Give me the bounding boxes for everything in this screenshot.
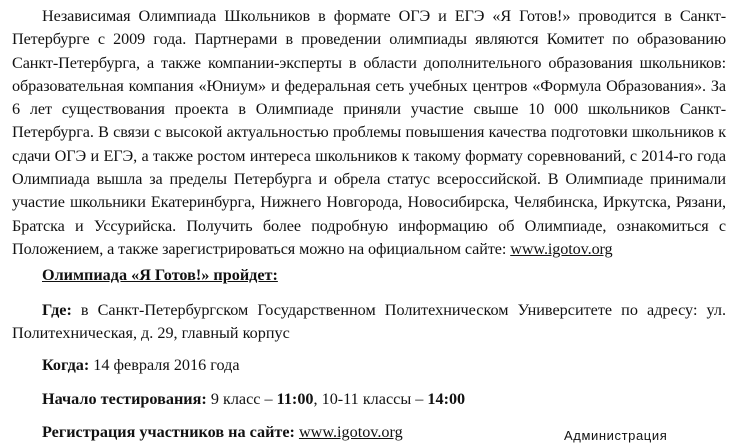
start-grade10-11-time: 14:00 [427, 390, 466, 408]
registration-website-link[interactable]: www.igotov.org [298, 423, 403, 441]
start-time-line [42, 388, 465, 411]
venue-label: Где: [42, 301, 72, 319]
start-grade10-11-text: , 10-11 классы – [313, 390, 428, 408]
registration-line [42, 421, 403, 444]
date-text: 14 февраля 2016 года [89, 356, 240, 374]
start-time-label: Начало тестирования: [42, 390, 207, 408]
date-line [42, 354, 240, 377]
start-grade9-text: 9 класс – [206, 390, 277, 408]
intro-paragraph [12, 5, 726, 261]
venue-text: в Санкт-Петербургском Государственном Политехническом Университете по адресу: ул. Политехническая, д. 29, главный корпус [12, 301, 726, 343]
venue-paragraph [12, 299, 726, 346]
intro-text: Независимая Олимпиада Школьников в формате ОГЭ и ЕГЭ «Я Готов!» проводится в Санкт-Петербурге с 2009 года. Партнерами в проведении олимпиады являются Комитет по образованию Санкт-Петербурга, а также компании-эксперты в области дополнительного образования школьников: образовательная компания «Юниум» и федеральная сеть учебных центров «Формула Образования». За 6 лет существования проекта в Олимпиаде приняли участие свыше 10 000 школьников Санкт-Петербурга. В связи с высокой актуальностью проблемы повышения качества подготовки школьников к сдачи ОГЭ и ЕГЭ, а также ростом интереса школьников к такому формату соревнований, с 2014-го года Олимпиада вышла за пределы Петербурга и обрела статус всероссийской. В Олимпиаде принимали участие школьники Екатеринбурга, Нижнего Новгорода, Новосибирска, Челябинска, Иркутска, Рязани, Братска и Уссурийска. Получить более подробную информацию об Олимпиаде, ознакомиться с Положением, а также зарегистрироваться можно на официальном сайте: [12, 7, 726, 258]
date-label: Когда: [42, 356, 90, 374]
start-grade9-time: 11:00 [276, 390, 314, 408]
intro-website-link[interactable]: www.igotov.org [510, 239, 613, 258]
footer-signature-fragment: Администрация [564, 428, 668, 443]
registration-label: Регистрация участников на сайте: [42, 423, 295, 441]
olympiad-heading: Олимпиада «Я Готов!» пройдет: [42, 266, 278, 284]
